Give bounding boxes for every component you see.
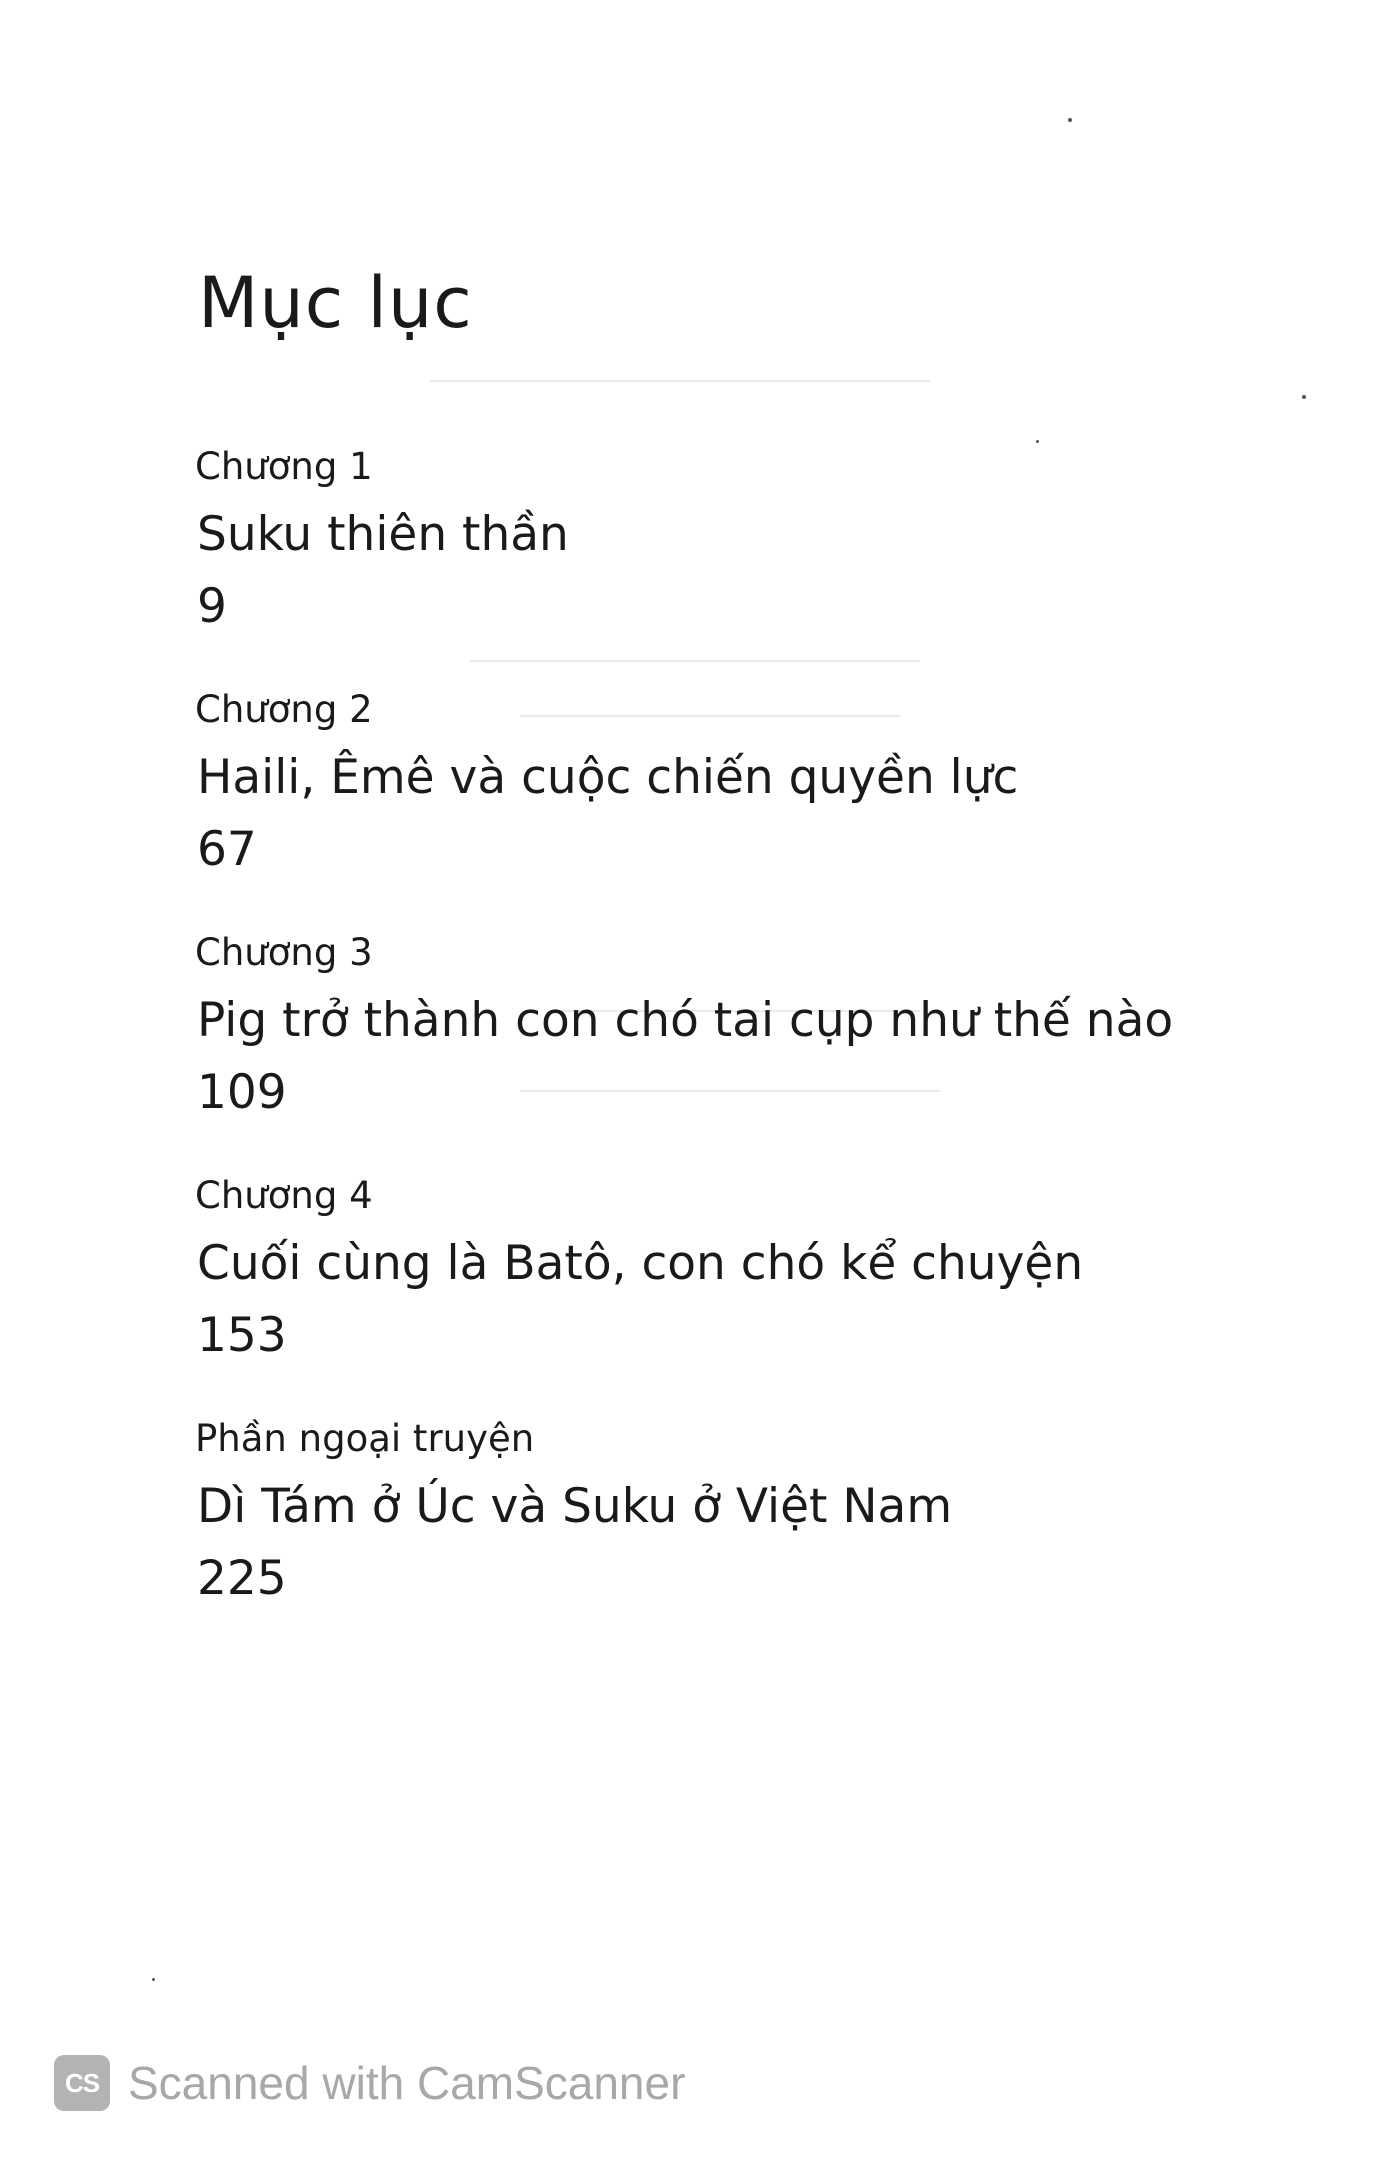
- chapter-title: Pig trở thành con chó tai cụp như thế nào: [197, 993, 1174, 1048]
- chapter-title: Cuối cùng là Batô, con chó kể chuyện: [197, 1236, 1084, 1291]
- camscanner-logo-icon: [54, 2055, 110, 2111]
- chapter-label: Chương 2: [195, 688, 373, 731]
- chapter-page-number: 225: [197, 1551, 287, 1606]
- chapter-page-number: 9: [197, 579, 227, 634]
- scan-speck: [1068, 118, 1072, 122]
- chapter-label: Chương 3: [195, 931, 373, 974]
- toc-entry: [195, 1169, 1245, 1412]
- chapter-title: Haili, Êmê và cuộc chiến quyền lực: [197, 750, 1019, 805]
- toc-entry: [195, 440, 1245, 683]
- chapter-page-number: 67: [197, 822, 257, 877]
- chapter-label: Chương 4: [195, 1174, 373, 1217]
- chapter-title: Suku thiên thần: [197, 507, 569, 562]
- bleed-through-mark: [430, 380, 930, 382]
- camscanner-watermark: [54, 2052, 685, 2114]
- page-title: Mục lục: [198, 262, 473, 344]
- scan-speck: [152, 1978, 155, 1981]
- camscanner-logo-text: CS: [64, 2067, 100, 2098]
- toc-entry: [195, 1412, 1245, 1655]
- chapter-page-number: 109: [197, 1065, 287, 1120]
- chapter-title: Dì Tám ở Úc và Suku ở Việt Nam: [197, 1479, 953, 1534]
- toc-list: [195, 440, 1245, 1655]
- chapter-label: Phần ngoại truyện: [195, 1417, 535, 1460]
- toc-entry: [195, 926, 1245, 1169]
- chapter-label: Chương 1: [195, 445, 373, 488]
- watermark-text: Scanned with CamScanner: [128, 2057, 686, 2109]
- toc-entry: [195, 683, 1245, 926]
- scan-speck: [1302, 395, 1306, 399]
- chapter-page-number: 153: [197, 1308, 287, 1363]
